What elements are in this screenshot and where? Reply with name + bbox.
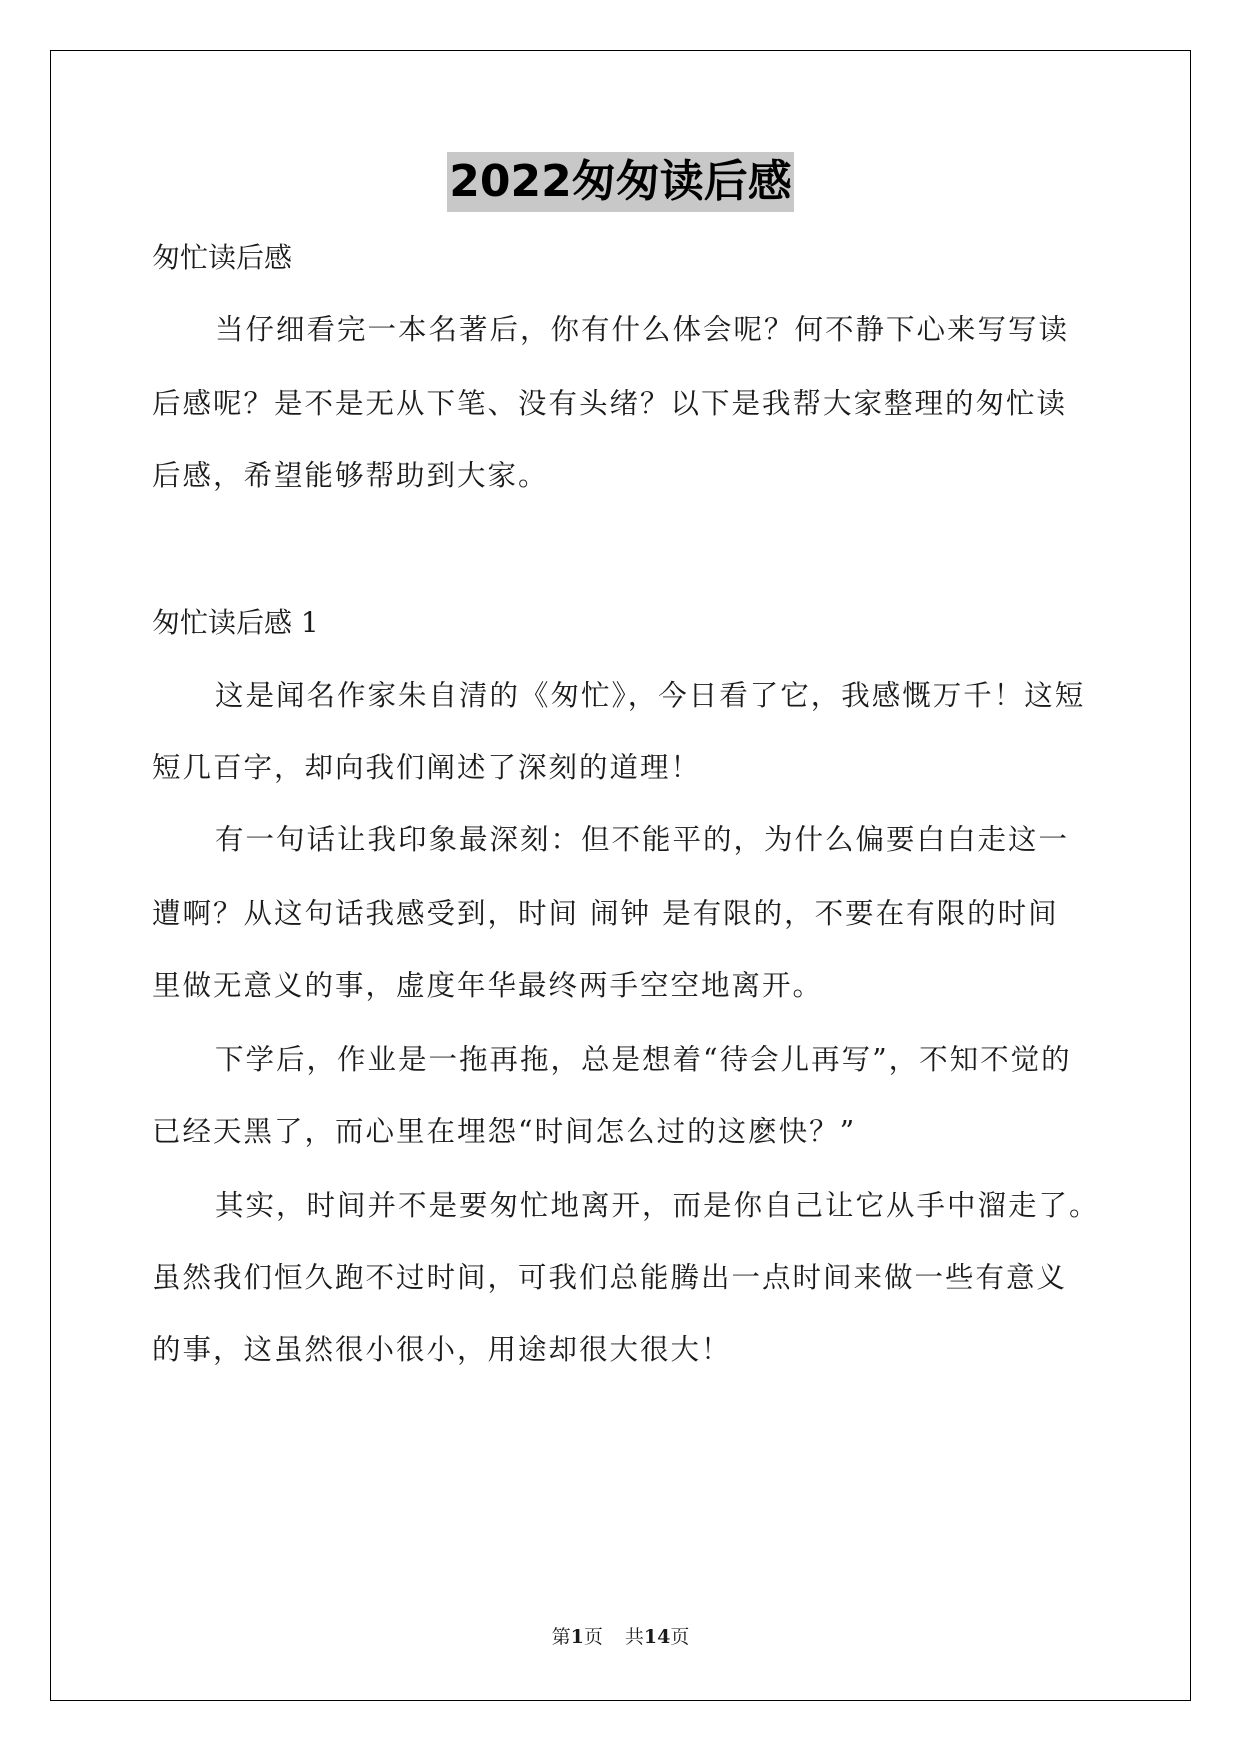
section-heading: 匆忙读后感 1 xyxy=(152,606,319,639)
body-line: 这是闻名作家朱自清的《匆忙》，今日看了它，我感慨万千！这短 xyxy=(215,679,1086,712)
page-border xyxy=(50,50,1191,1701)
intro-heading: 匆忙读后感 xyxy=(152,241,293,274)
body-line: 虽然我们恒久跑不过时间，可我们总能腾出一点时间来做一些有意义 xyxy=(152,1261,1068,1294)
page-footer xyxy=(0,1624,1241,1650)
intro-line: 后感呢？是不是无从下笔、没有头绪？以下是我帮大家整理的匆忙读 xyxy=(152,387,1068,420)
page-label-prefix: 第 xyxy=(551,1626,571,1648)
body-line: 有一句话让我印象最深刻：但不能平的，为什么偏要白白走这一 xyxy=(215,823,1070,856)
body-line: 已经天黑了，而心里在埋怨“时间怎么过的这麽快？” xyxy=(152,1115,857,1148)
body-line: 遭啊？从这句话我感受到，时间 闹钟 是有限的，不要在有限的时间 xyxy=(152,897,1059,930)
body-line: 短几百字，却向我们阐述了深刻的道理！ xyxy=(152,751,702,784)
total-label-suffix: 页 xyxy=(670,1626,690,1648)
document-title: 2022匆匆读后感 xyxy=(447,152,793,212)
total-pages: 14 xyxy=(643,1626,671,1648)
body-line: 里做无意义的事，虚度年华最终两手空空地离开。 xyxy=(152,969,824,1002)
title-container xyxy=(0,152,1241,212)
body-line: 下学后，作业是一拖再拖，总是想着“待会儿再写”，不知不觉的 xyxy=(215,1043,1072,1076)
page-label-suffix: 页 xyxy=(583,1626,603,1648)
intro-line: 当仔细看完一本名著后，你有什么体会呢？何不静下心来写写读 xyxy=(215,313,1070,346)
body-line: 的事，这虽然很小很小，用途却很大很大！ xyxy=(152,1333,732,1366)
body-line: 其实，时间并不是要匆忙地离开，而是你自己让它从手中溜走了。 xyxy=(215,1189,1100,1222)
intro-line: 后感，希望能够帮助到大家。 xyxy=(152,459,549,492)
page-number: 1 xyxy=(570,1626,584,1648)
total-label-prefix: 共 xyxy=(624,1626,644,1648)
